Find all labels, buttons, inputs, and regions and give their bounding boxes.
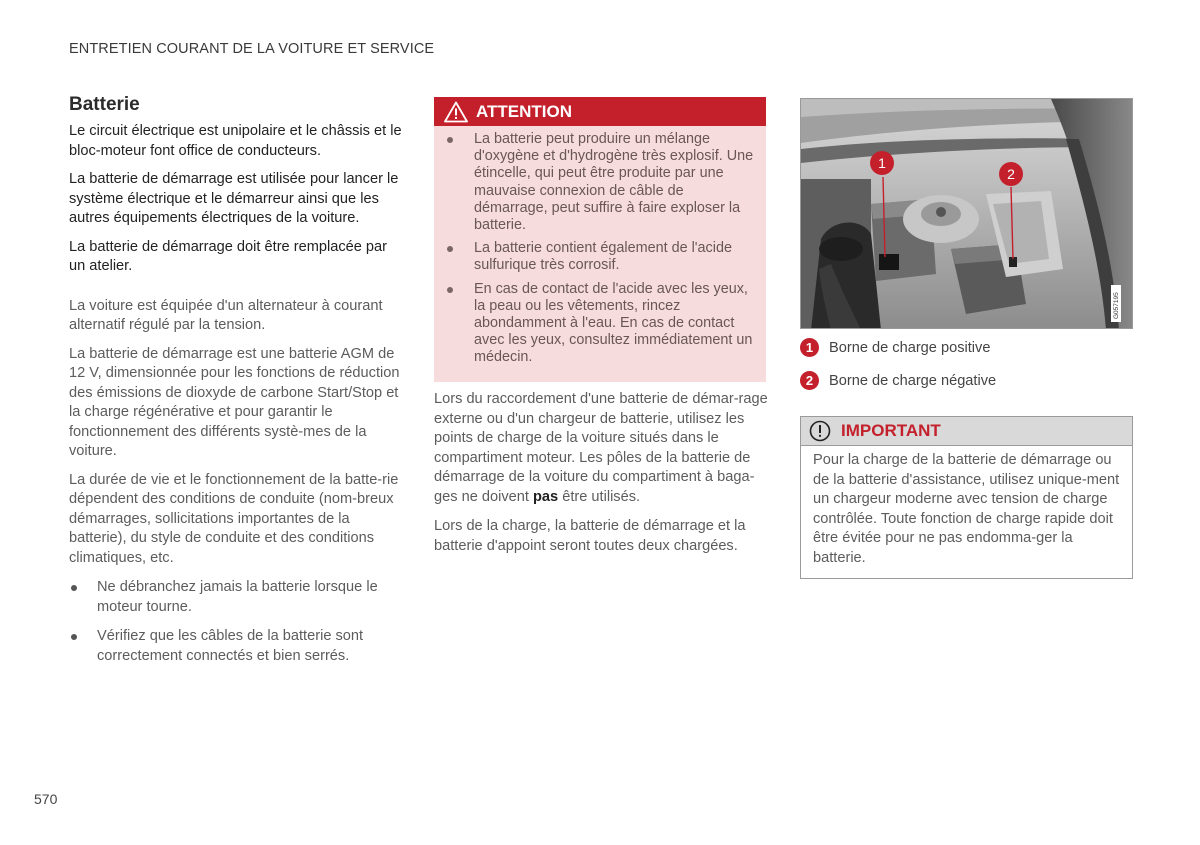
emphasis-text: pas xyxy=(533,488,559,505)
important-title: IMPORTANT xyxy=(841,421,941,440)
text-run: Lors du raccordement d'une batterie de démar-rage externe ou d'un chargeur de batterie, utilisez les points de charge de la voiture situés dans le compartiment moteur. Les pôles de la batterie de démarrage de la voiture du compartiment à baga-ges ne doivent xyxy=(434,391,768,505)
paragraph: Le circuit électrique est unipolaire et le châssis et le bloc-moteur font office de conducteurs. xyxy=(69,123,402,159)
paragraph: Lors de la charge, la batterie de démarrage et la batterie d'appoint seront toutes deux chargées. xyxy=(434,518,746,554)
paragraph: La durée de vie et le fonctionnement de la batte-rie dépendent des conditions de conduite (nom-breux démarrages, sollicitations importantes de la batterie), du style de conduite et des conditions climatiques, etc. xyxy=(69,471,399,566)
svg-text:1: 1 xyxy=(878,155,886,171)
attention-header xyxy=(434,97,766,126)
running-header: ENTRETIEN COURANT DE LA VOITURE ET SERVICE xyxy=(69,41,435,57)
list-item: Ne débranchez jamais la batterie lorsque le moteur tourne. xyxy=(69,578,403,617)
text-run: être utilisés. xyxy=(558,488,641,505)
battery-section xyxy=(69,94,403,676)
legend-label: Borne de charge positive xyxy=(829,339,991,356)
image-code: G057195 xyxy=(1113,292,1120,319)
page-number: 570 xyxy=(34,791,58,807)
callout-1 xyxy=(870,151,894,175)
paragraph: La batterie de démarrage est utilisée pour lancer le système électrique et le démarreur ainsi que les autres équipements électriques de la voiture. xyxy=(69,171,399,226)
legend-item xyxy=(800,338,1133,357)
section-heading: Batterie xyxy=(69,94,140,115)
bullet-list xyxy=(69,578,403,666)
list-item: La batterie peut produire un mélange d'oxygène et d'hydrogène très explosif. Une étincelle, qui peut être produite par une mauvaise connexion de câble de démarrage, peut suffire à faire exploser la batterie. xyxy=(434,131,754,234)
engine-bay-illustration xyxy=(800,98,1133,329)
exclamation-circle-icon xyxy=(809,420,831,442)
attention-list xyxy=(434,126,766,382)
paragraph: La batterie de démarrage est une batterie AGM de 12 V, dimensionnée pour les fonctions de réduction des émissions de dioxyde de carbone Start/Stop et la charge régénérative et pour garantir le fonctionnement des différents systè-mes de la voiture. xyxy=(69,345,400,459)
important-text: Pour la charge de la batterie de démarrage ou de la batterie d'assistance, utilisez unique-ment un chargeur moderne avec tension de charge contrôlée. Toute fonction de charge rapide doit être évitée pour ne pas endomma-ger la batterie. xyxy=(813,452,1120,566)
callout-2 xyxy=(999,162,1023,186)
list-item: En cas de contact de l'acide avec les yeux, la peau ou les vêtements, rincez abondamment à l'eau. En cas de contact avec les yeux, consultez immédiatement un médecin. xyxy=(434,281,754,367)
legend-label: Borne de charge négative xyxy=(829,372,997,389)
attention-box xyxy=(434,97,766,382)
warning-triangle-icon xyxy=(444,101,468,123)
list-item: Vérifiez que les câbles de la batterie sont correctement connectés et bien serrés. xyxy=(69,627,403,666)
legend-number: 2 xyxy=(800,371,819,390)
figure-legend xyxy=(800,338,1133,404)
charging-text xyxy=(434,390,768,566)
list-item: La batterie contient également de l'acide sulfurique très corrosif. xyxy=(434,240,754,274)
legend-number: 1 xyxy=(800,338,819,357)
engine-bay-drawing xyxy=(801,99,1133,329)
attention-title: ATTENTION xyxy=(476,101,573,121)
paragraph: La batterie de démarrage doit être remplacée par un atelier. xyxy=(69,238,388,274)
important-box xyxy=(800,416,1133,579)
important-header xyxy=(801,417,1132,446)
svg-text:2: 2 xyxy=(1007,166,1015,182)
legend-item xyxy=(800,371,1133,390)
paragraph: La voiture est équipée d'un alternateur à courant alternatif régulé par la tension. xyxy=(69,297,383,333)
paragraph xyxy=(434,390,768,507)
